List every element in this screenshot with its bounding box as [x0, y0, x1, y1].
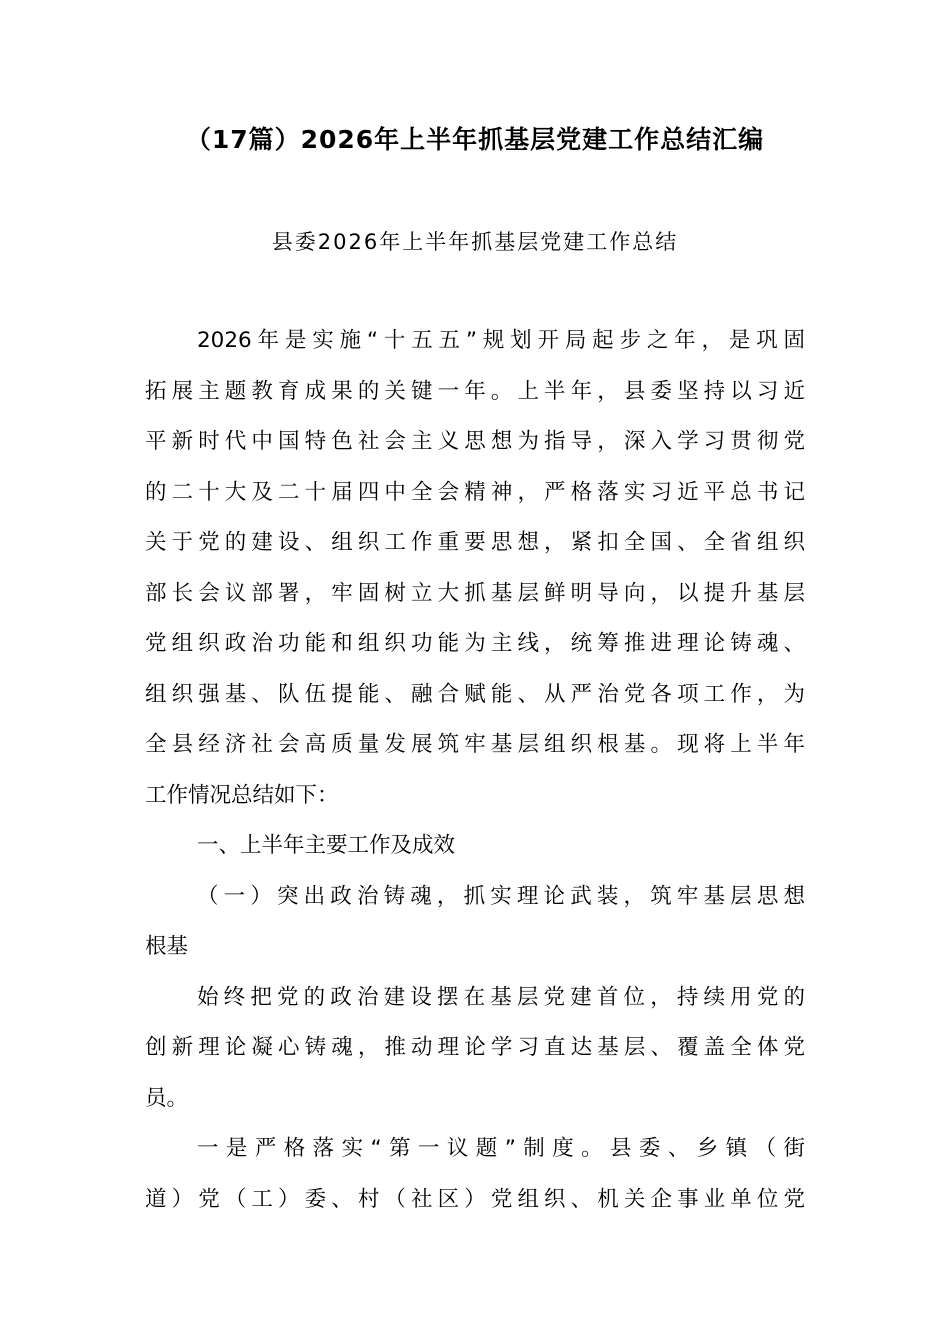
paragraph-line: 全县经济社会高质量发展筑牢基层组织根基。现将上半年 [145, 732, 805, 757]
paragraph-line: 党组织政治功能和组织功能为主线，统筹推进理论铸魂、 [145, 631, 805, 656]
section-heading: 一、上半年主要工作及成效 [197, 833, 456, 858]
paragraph-line: 创新理论凝心铸魂，推动理论学习直达基层、覆盖全体党 [145, 1035, 805, 1060]
paragraph-line: 2026年是实施“十五五”规划开局起步之年，是巩固 [197, 328, 805, 353]
paragraph-line: 员。 [145, 1085, 189, 1111]
paragraph-line: 关于党的建设、组织工作重要思想，紧扣全国、全省组织 [145, 530, 805, 555]
paragraph-line: 平新时代中国特色社会主义思想为指导，深入学习贯彻党 [145, 429, 805, 454]
paragraph-line: 的二十大及二十届四中全会精神，严格落实习近平总书记 [145, 479, 805, 505]
paragraph-line: 组织强基、队伍提能、融合赋能、从严治党各项工作，为 [145, 681, 805, 707]
paragraph-line: 拓展主题教育成果的关键一年。上半年，县委坚持以习近 [145, 378, 805, 404]
document-subtitle: 县委2026年上半年抓基层党建工作总结 [271, 230, 679, 254]
subsection-heading: 根基 [145, 934, 189, 959]
paragraph-line: 道）党（工）委、村（社区）党组织、机关企事业单位党 [145, 1186, 805, 1212]
paragraph-line: 部长会议部署，牢固树立大抓基层鲜明导向，以提升基层 [145, 580, 805, 606]
subsection-heading: （一）突出政治铸魂，抓实理论武装，筑牢基层思想 [197, 883, 805, 909]
document-body [145, 316, 805, 1225]
document-title: （17篇）2026年上半年抓基层党建工作总结汇编 [185, 125, 765, 154]
paragraph-line: 始终把党的政治建设摆在基层党建首位，持续用党的 [197, 984, 805, 1010]
paragraph-line: 一是严格落实“第一议题”制度。县委、乡镇（街 [197, 1136, 805, 1161]
paragraph-line: 工作情况总结如下： [145, 782, 339, 808]
